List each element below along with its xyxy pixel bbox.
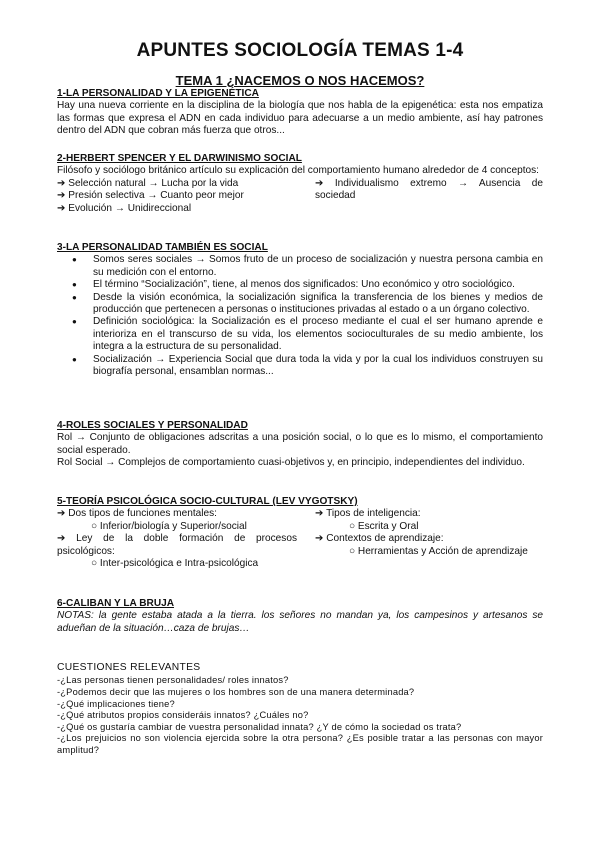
bullet-item: ● Socialización → Experiencia Social que dura toda la vida y por la cual los individuos construyen su biografía personal, ensamblan normas... — [93, 354, 543, 379]
questions-section — [57, 662, 543, 757]
rol-definition: Rol → Conjunto de obligaciones adscritas a una posición social, o lo que es lo mismo, el comportamiento social esperado. — [57, 432, 543, 456]
bullet-item: ● El término “Socialización”, tiene, al menos dos significados: Uno económico y otro sociológico. — [93, 279, 543, 291]
rol-social-definition: Rol Social → Complejos de comportamiento cuasi-objetivos y, en principio, independientes del individuo. — [57, 457, 525, 469]
section-1-text: Hay una nueva corriente en la disciplina de la biología que nos habla de la epigenética: esta nos empatiza las formas que expresa el ADN en cada individuo para adecuarse a un medio ambiente, así hay patrones dentro del ADN que cobran más fuerza que otros... — [57, 100, 543, 137]
concept-item: ➔ Tipos de inteligencia: — [315, 508, 421, 520]
concept-item: ➔ Presión selectiva → Cuanto peor mejor — [57, 190, 244, 202]
section-2 — [57, 153, 543, 215]
bullet-item: ● Desde la visión económica, la socialización significa la transferencia de los bienes y medios de producción que pertenecen a personas o instituciones privadas al estado o a un órgano colectivo. — [93, 292, 543, 317]
question-item: -¿Las personas tienen personalidades/ roles innatos? — [57, 675, 289, 686]
section-3-bullet-list — [57, 254, 543, 378]
concept-item: ➔ Individualismo extremo → Ausencia de sociedad — [315, 177, 543, 202]
question-item: -¿Los prejuicios no son violencia ejercida sobre la otra persona? ¿Es posible tratar a las personas con mayor amplitud? — [57, 733, 543, 755]
concept-subitem: ○ Inferior/biología y Superior/social — [91, 520, 247, 532]
section-2-columns — [57, 178, 543, 215]
tema-heading: TEMA 1 ¿NACEMOS O NOS HACEMOS? — [175, 73, 425, 88]
section-6-notes: NOTAS: la gente estaba atada a la tierra. los señores no mandan ya, los campesinos y artesanos se adueñan de la situación…caza de brujas… — [57, 610, 543, 634]
section-5-columns — [57, 508, 543, 570]
section-4 — [57, 420, 543, 470]
bullet-item: ● Somos seres sociales → Somos fruto de un proceso de socialización y nuestra persona cambia en su medición con el entorno. — [93, 254, 543, 279]
section-1 — [57, 88, 543, 138]
document-title: APUNTES SOCIOLOGÍA TEMAS 1-4 — [136, 40, 464, 61]
question-item: -¿Qué implicaciones tiene? — [57, 698, 175, 709]
questions-heading: CUESTIONES RELEVANTES — [57, 662, 201, 673]
section-5-heading: 5-TEORÍA PSICOLÓGICA SOCIO-CULTURAL (LEV VYGOTSKY) — [57, 496, 358, 507]
question-item: -¿Qué os gustaría cambiar de vuestra personalidad innata? ¿Y de cómo la sociedad os trata? — [57, 721, 462, 732]
bullet-item: ● Definición sociológica: la Socialización es el proceso mediante el cual el ser humano aprende e interioriza en el transcurso de su vida, los elementos socioculturales de su medio ambiente, los integra a la estructura de su personalidad. — [93, 316, 543, 353]
section-3-heading: 3-LA PERSONALIDAD TAMBIÉN ES SOCIAL — [57, 242, 268, 253]
section-5-left-column — [57, 508, 297, 570]
section-5-right-column — [315, 508, 543, 570]
concept-subitem: ○ Escrita y Oral — [349, 520, 419, 532]
concept-subitem: ○ Herramientas y Acción de aprendizaje — [349, 545, 528, 557]
section-2-heading: 2-HERBERT SPENCER Y EL DARWINISMO SOCIAL — [57, 153, 302, 164]
section-5 — [57, 496, 543, 570]
concept-item: ➔ Evolución → Unidireccional — [57, 202, 192, 214]
question-item: -¿Podemos decir que las mujeres o los hombres son de una manera determinada? — [57, 687, 415, 697]
section-6 — [57, 598, 543, 635]
concept-item: ➔ Ley de la doble formación de procesos psicológicos: — [57, 533, 297, 557]
concept-subitem: ○ Inter-psicológica e Intra-psicológica — [91, 558, 259, 570]
section-2-text: Filósofo y sociólogo británico artículo su explicación del comportamiento humano alrededor de 4 conceptos: — [57, 165, 539, 177]
question-item: -¿Qué atributos propios consideráis innatos? ¿Cuáles no? — [57, 710, 309, 721]
section-3 — [57, 242, 543, 378]
concept-item: ➔ Selección natural → Lucha por la vida — [57, 177, 239, 189]
section-1-heading: 1-LA PERSONALIDAD Y LA EPIGENÉTICA — [57, 88, 259, 99]
concept-item: ➔ Dos tipos de funciones mentales: — [57, 508, 217, 520]
section-4-heading: 4-ROLES SOCIALES Y PERSONALIDAD — [57, 420, 248, 431]
concept-item: ➔ Contextos de aprendizaje: — [315, 533, 444, 545]
section-2-left-column — [57, 178, 297, 215]
section-6-heading: 6-CALIBAN Y LA BRUJA — [57, 598, 175, 609]
